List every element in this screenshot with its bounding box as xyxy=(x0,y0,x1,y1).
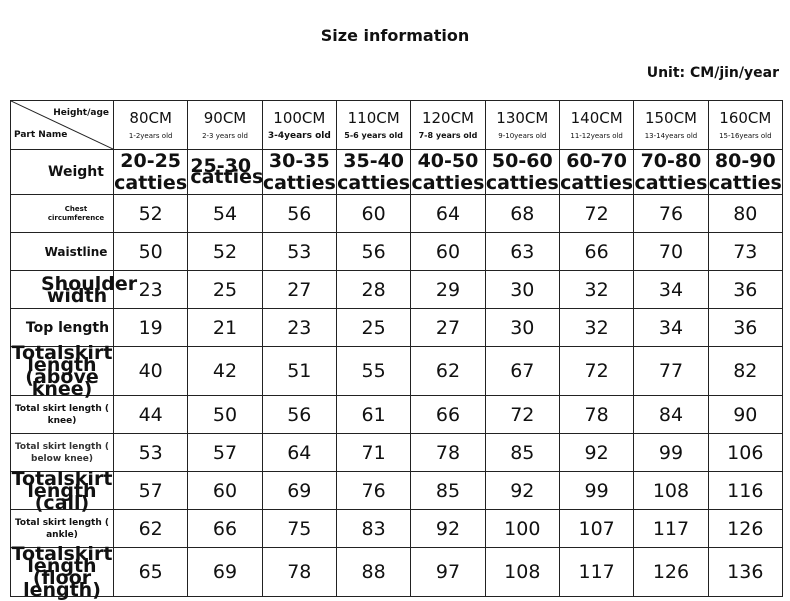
size-age: 15-16years old xyxy=(719,132,772,140)
size-age: 13-14years old xyxy=(644,132,698,140)
table-cell: 61 xyxy=(336,396,410,434)
table-cell: 66 xyxy=(188,510,262,548)
corner-height-age-label: Height/age xyxy=(53,108,109,118)
table-cell: 126 xyxy=(708,510,782,548)
table-cell: 51 xyxy=(262,347,336,396)
weight-value: 80-90 catties xyxy=(708,150,782,194)
table-cell: 68 xyxy=(485,195,559,233)
table-cell: 76 xyxy=(336,472,410,510)
weight-value: 60-70 catties xyxy=(560,150,634,194)
table-cell: 28 xyxy=(336,271,410,309)
size-cm: 150CM xyxy=(644,109,697,127)
row-label: Shoulder width xyxy=(11,271,114,309)
table-row xyxy=(11,548,783,597)
table-cell: 116 xyxy=(708,472,782,510)
table-cell: 53 xyxy=(114,434,188,472)
table-cell: 40 xyxy=(114,347,188,396)
size-age: 11-12years old xyxy=(570,132,623,140)
table-cell: 66 xyxy=(559,233,633,271)
size-header xyxy=(188,101,262,150)
table-row xyxy=(11,195,783,233)
table-cell: 77 xyxy=(634,347,708,396)
weight-value: 40-50 catties xyxy=(411,150,485,194)
table-cell: 72 xyxy=(559,347,633,396)
table-cell: 99 xyxy=(559,472,633,510)
size-cm: 130CM xyxy=(496,109,549,127)
table-cell: 62 xyxy=(114,510,188,548)
table-cell: 97 xyxy=(411,548,485,597)
size-header xyxy=(114,101,188,150)
table-cell: 80 xyxy=(708,195,782,233)
table-row xyxy=(11,309,783,347)
table-cell: 108 xyxy=(634,472,708,510)
table-cell: 136 xyxy=(708,548,782,597)
size-header xyxy=(708,101,782,150)
table-cell: 34 xyxy=(634,309,708,347)
table-cell: 88 xyxy=(336,548,410,597)
size-header xyxy=(634,101,708,150)
table-cell: 32 xyxy=(559,309,633,347)
table-row xyxy=(11,510,783,548)
table-cell: 69 xyxy=(188,548,262,597)
table-cell: 44 xyxy=(114,396,188,434)
table-cell: 78 xyxy=(559,396,633,434)
size-age: 7-8 years old xyxy=(418,131,478,140)
table-cell: 85 xyxy=(485,434,559,472)
table-cell: 30 xyxy=(485,271,559,309)
table-cell: 70 xyxy=(634,233,708,271)
table-cell: 56 xyxy=(262,195,336,233)
size-age: 9-10years old xyxy=(498,132,547,140)
size-cm: 160CM xyxy=(719,109,772,127)
table-cell: 60 xyxy=(411,233,485,271)
table-cell: 25 xyxy=(188,271,262,309)
table-cell: 23 xyxy=(262,309,336,347)
row-label: Waistline xyxy=(11,233,114,271)
table-cell: 75 xyxy=(262,510,336,548)
table-cell: 32 xyxy=(559,271,633,309)
table-cell: 64 xyxy=(411,195,485,233)
weight-row xyxy=(11,150,783,195)
table-cell: 92 xyxy=(559,434,633,472)
table-cell: 85 xyxy=(411,472,485,510)
table-cell: 64 xyxy=(262,434,336,472)
table-cell: 66 xyxy=(411,396,485,434)
size-table xyxy=(10,100,783,601)
size-cm: 80CM xyxy=(129,109,172,127)
table-cell: 126 xyxy=(634,548,708,597)
table-cell: 57 xyxy=(188,434,262,472)
table-cell: 27 xyxy=(262,271,336,309)
size-cm: 100CM xyxy=(273,109,326,127)
table-cell: 78 xyxy=(411,434,485,472)
table-cell: 56 xyxy=(336,233,410,271)
weight-value: 20-25 catties xyxy=(114,150,188,194)
table-cell: 27 xyxy=(411,309,485,347)
table-cell: 36 xyxy=(708,309,782,347)
table-row xyxy=(11,434,783,472)
page-title: Size information xyxy=(320,26,470,45)
table-cell: 92 xyxy=(411,510,485,548)
table-cell: 23 xyxy=(114,271,188,309)
table-cell: 60 xyxy=(188,472,262,510)
table-cell: 62 xyxy=(411,347,485,396)
row-label: Total skirt length ( ankle) xyxy=(11,510,114,548)
table-cell: 76 xyxy=(634,195,708,233)
table-cell: 72 xyxy=(559,195,633,233)
row-label: Totalskirt length (call) xyxy=(11,467,113,514)
row-label: Totalskirt length (above knee) xyxy=(11,342,113,400)
size-cm: 140CM xyxy=(570,109,623,127)
size-age: 2-3 years old xyxy=(202,132,248,140)
table-cell: 99 xyxy=(634,434,708,472)
table-cell: 108 xyxy=(485,548,559,597)
table-cell: 117 xyxy=(634,510,708,548)
table-cell: 92 xyxy=(485,472,559,510)
size-header xyxy=(262,101,336,150)
table-cell: 72 xyxy=(485,396,559,434)
table-cell: 29 xyxy=(411,271,485,309)
row-label: Total skirt length ( below knee) xyxy=(11,434,114,472)
table-row xyxy=(11,347,783,396)
weight-value: 50-60 catties xyxy=(485,150,559,194)
table-cell: 90 xyxy=(708,396,782,434)
size-header xyxy=(485,101,559,150)
table-cell: 56 xyxy=(262,396,336,434)
size-header xyxy=(336,101,410,150)
table-cell: 30 xyxy=(485,309,559,347)
size-header xyxy=(559,101,633,150)
table-cell: 19 xyxy=(114,309,188,347)
table-cell: 57 xyxy=(114,472,188,510)
row-label: Chest circumference xyxy=(11,195,114,233)
weight-value: 70-80 catties xyxy=(634,150,708,194)
weight-value: 30-35 catties xyxy=(262,150,336,194)
corner-part-name-label: Part Name xyxy=(14,130,68,140)
table-cell: 84 xyxy=(634,396,708,434)
size-age: 1-2years old xyxy=(128,132,173,140)
table-row xyxy=(11,396,783,434)
table-row xyxy=(11,233,783,271)
table-cell: 82 xyxy=(708,347,782,396)
table-cell: 42 xyxy=(188,347,262,396)
table-cell: 50 xyxy=(188,396,262,434)
table-cell: 50 xyxy=(114,233,188,271)
size-age: 3-4years old xyxy=(267,131,331,141)
size-cm: 120CM xyxy=(421,109,474,127)
row-label: Total skirt length ( knee) xyxy=(11,396,114,434)
table-cell: 100 xyxy=(485,510,559,548)
table-cell: 83 xyxy=(336,510,410,548)
table-cell: 25 xyxy=(336,309,410,347)
table-cell: 71 xyxy=(336,434,410,472)
table-cell: 21 xyxy=(188,309,262,347)
row-label: Weight xyxy=(11,150,114,195)
table-cell: 52 xyxy=(114,195,188,233)
corner-cell xyxy=(11,101,114,150)
unit-label: Unit: CM/jin/year xyxy=(646,65,779,81)
row-label: Top length xyxy=(11,309,114,347)
table-cell: 55 xyxy=(336,347,410,396)
table-cell: 106 xyxy=(708,434,782,472)
size-age: 5-6 years old xyxy=(344,131,404,140)
table-cell: 60 xyxy=(336,195,410,233)
table-cell: 65 xyxy=(114,548,188,597)
size-cm: 90CM xyxy=(203,109,247,127)
table-cell: 52 xyxy=(188,233,262,271)
table-cell: 78 xyxy=(262,548,336,597)
weight-value: 25-30 catties xyxy=(188,150,262,195)
table-cell: 107 xyxy=(559,510,633,548)
table-cell: 54 xyxy=(188,195,262,233)
table-row xyxy=(11,472,783,510)
table-cell: 36 xyxy=(708,271,782,309)
table-cell: 63 xyxy=(485,233,559,271)
table-cell: 117 xyxy=(559,548,633,597)
table-cell: 69 xyxy=(262,472,336,510)
table-row xyxy=(11,271,783,309)
table-cell: 53 xyxy=(262,233,336,271)
table-cell: 34 xyxy=(634,271,708,309)
size-cm: 110CM xyxy=(347,109,400,127)
row-label: Totalskirt length (floor length) xyxy=(11,543,113,601)
header-row xyxy=(11,101,783,150)
size-header xyxy=(411,101,485,150)
table-cell: 67 xyxy=(485,347,559,396)
weight-value: 35-40 catties xyxy=(337,150,411,194)
table-cell: 73 xyxy=(708,233,782,271)
